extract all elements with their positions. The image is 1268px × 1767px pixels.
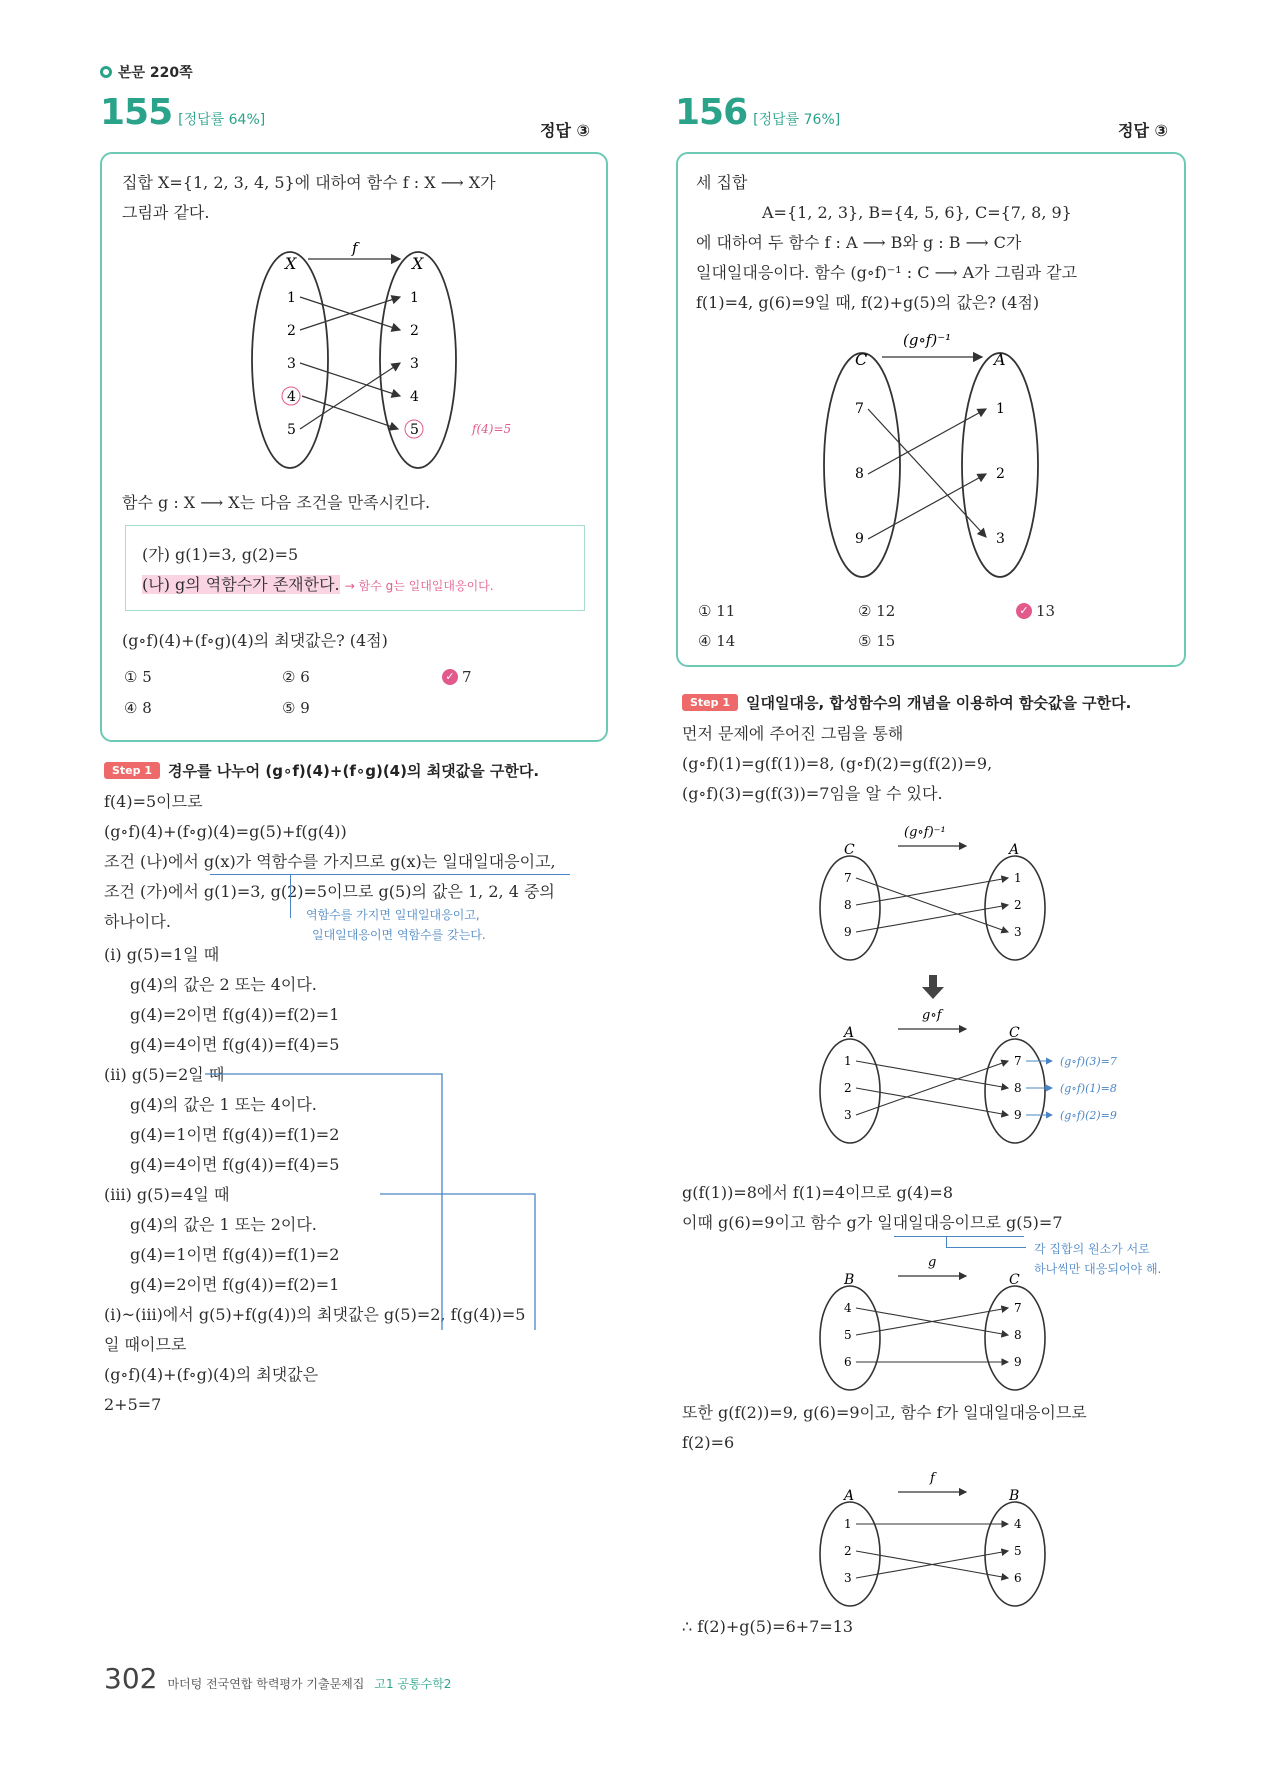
q155-text-2: 그림과 같다. xyxy=(122,203,210,222)
d4-b5: 5 xyxy=(1014,1544,1022,1558)
underline-onto xyxy=(894,1236,1024,1237)
left-el-5: 5 xyxy=(287,422,296,438)
diagram-label: (g∘f)⁻¹ xyxy=(903,331,952,349)
q156-text-4: 일대일대응이다. 함수 (g∘f)⁻¹ : C ⟶ A가 그림과 같고 xyxy=(696,263,1078,282)
choice-4[interactable]: ④ 8 xyxy=(124,699,152,717)
diagram-composite xyxy=(810,1003,1230,1148)
page-footer xyxy=(104,1662,451,1695)
d3-b5: 5 xyxy=(844,1328,852,1342)
d1-set-a: A xyxy=(1009,842,1020,858)
note-f4: f(4)=5 xyxy=(472,422,512,436)
c-el-8: 8 xyxy=(855,466,864,482)
function-f-diagram xyxy=(240,235,540,485)
d4-set-a: A xyxy=(844,1488,855,1504)
d2-note-2: (g∘f)(1)=8 xyxy=(1060,1082,1117,1095)
choice-4[interactable]: ④ 14 xyxy=(698,632,736,650)
q155-text-1: 집합 X={1, 2, 3, 4, 5}에 대하여 함수 f : X ⟶ X가 xyxy=(122,173,496,192)
condition-a: (가) g(1)=3, g(2)=5 xyxy=(142,545,299,564)
left-el-1: 1 xyxy=(287,290,296,306)
c-el-7: 7 xyxy=(855,401,864,417)
step-badge: Step 1 xyxy=(682,694,738,711)
left-el-3: 3 xyxy=(287,356,296,372)
d4-a1: 1 xyxy=(844,1517,852,1531)
sol156-line-c: 또한 g(f(2))=9, g(6)=9이고, 함수 f가 일대일대응이므로 xyxy=(682,1403,1087,1422)
d4-a2: 2 xyxy=(844,1544,852,1558)
d2-note-1: (g∘f)(3)=7 xyxy=(1060,1055,1117,1068)
d3-c7: 7 xyxy=(1014,1301,1022,1315)
arrow-label-f: f xyxy=(352,239,358,257)
d4-a3: 3 xyxy=(844,1571,852,1585)
d2-c8: 8 xyxy=(1014,1081,1022,1095)
set-x-right: X xyxy=(412,254,424,273)
sol156-line-1: 먼저 문제에 주어진 그림을 통해 xyxy=(682,724,904,743)
d2-c9: 9 xyxy=(1014,1108,1022,1122)
page-reference: 본문 220쪽 xyxy=(100,62,193,82)
q155-question: (g∘f)(4)+(f∘g)(4)의 최댓값은? (4점) xyxy=(122,631,388,650)
question-number: 155 xyxy=(100,92,173,133)
choice-1[interactable]: ① 11 xyxy=(698,602,736,620)
d2-a1: 1 xyxy=(844,1054,852,1068)
d4-label: f xyxy=(930,1471,935,1486)
left-el-4: 4 xyxy=(287,389,296,405)
case-2-c: g(4)=4이면 f(g(4))=f(4)=5 xyxy=(130,1155,340,1174)
sol155-conclusion-3: (g∘f)(4)+(f∘g)(4)의 최댓값은 xyxy=(104,1365,319,1384)
condition-note: → 함수 g는 일대일대응이다. xyxy=(344,579,494,593)
d3-c8: 8 xyxy=(1014,1328,1022,1342)
sol155-line-3: 조건 (나)에서 g(x)가 역함수를 가지므로 g(x)는 일대일대응이고, xyxy=(104,852,556,871)
case-1-b: g(4)=2이면 f(g(4))=f(2)=1 xyxy=(130,1005,340,1024)
a-el-2: 2 xyxy=(996,466,1005,482)
answer-label: 정답 ③ xyxy=(540,121,591,140)
d2-set-a: A xyxy=(844,1025,855,1041)
sol156-line-a: g(f(1))=8에서 f(1)=4이므로 g(4)=8 xyxy=(682,1183,954,1202)
diagram-g xyxy=(810,1250,1060,1395)
step-title: 경우를 나누어 (g∘f)(4)+(f∘g)(4)의 최댓값을 구한다. xyxy=(168,762,540,780)
choice-1[interactable]: ① 5 xyxy=(124,668,152,686)
solution-156-step xyxy=(682,692,1131,713)
right-el-5: 5 xyxy=(410,422,419,438)
subject-label: 고1 공통수학2 xyxy=(374,1677,452,1691)
case-3-b: g(4)=1이면 f(g(4))=f(1)=2 xyxy=(130,1245,340,1264)
choice-2[interactable]: ② 12 xyxy=(858,602,896,620)
q155-text-3: 함수 g : X ⟶ X는 다음 조건을 만족시킨다. xyxy=(122,493,431,512)
right-el-4: 4 xyxy=(410,389,419,405)
correct-rate: [정답률 64%] xyxy=(178,112,266,128)
answer-label: 정답 ③ xyxy=(1118,121,1169,140)
check-mark-icon: ✓ xyxy=(442,669,458,685)
note-connector xyxy=(290,874,291,918)
case-3-title: (iii) g(5)=4일 때 xyxy=(104,1185,230,1204)
right-el-1: 1 xyxy=(410,290,419,306)
d4-b4: 4 xyxy=(1014,1517,1022,1531)
set-c: C xyxy=(855,350,868,369)
choice-2[interactable]: ② 6 xyxy=(282,668,310,686)
d2-set-c: C xyxy=(1009,1025,1020,1041)
d3-b6: 6 xyxy=(844,1355,852,1369)
d2-c7: 7 xyxy=(1014,1054,1022,1068)
page-number: 302 xyxy=(104,1662,158,1695)
question-number: 156 xyxy=(675,92,748,133)
d1-c8: 8 xyxy=(844,898,852,912)
a-el-1: 1 xyxy=(996,401,1005,417)
d1-a1: 1 xyxy=(1014,871,1022,885)
d4-set-b: B xyxy=(1009,1488,1020,1504)
sol156-line-3: (g∘f)(3)=g(f(3))=7임을 알 수 있다. xyxy=(682,784,943,803)
inverse-composite-diagram xyxy=(810,325,1060,590)
case-1-title: (i) g(5)=1일 때 xyxy=(104,945,220,964)
sol155-line-1: f(4)=5이므로 xyxy=(104,792,203,811)
case-2-a: g(4)의 값은 1 또는 4이다. xyxy=(130,1095,317,1114)
right-el-2: 2 xyxy=(410,323,419,339)
step-badge: Step 1 xyxy=(104,762,160,779)
right-el-3: 3 xyxy=(410,356,419,372)
sol156-line-d: f(2)=6 xyxy=(682,1433,735,1452)
q156-text-1: 세 집합 xyxy=(696,173,748,192)
d1-c7: 7 xyxy=(844,871,852,885)
sol156-line-b: 이때 g(6)=9이고 함수 g가 일대일대응이므로 g(5)=7 xyxy=(682,1213,1063,1232)
choice-5[interactable]: ⑤ 9 xyxy=(282,699,310,717)
step-title: 일대일대응, 합성함수의 개념을 이용하여 함숫값을 구한다. xyxy=(746,694,1132,712)
condition-b-row xyxy=(142,570,494,601)
case-3-c: g(4)=2이면 f(g(4))=f(2)=1 xyxy=(130,1275,340,1294)
sol155-line-5: 하나이다. xyxy=(104,912,171,931)
diagram-inverse-small xyxy=(810,820,1060,965)
d2-note-3: (g∘f)(2)=9 xyxy=(1060,1109,1117,1122)
correct-rate: [정답률 76%] xyxy=(753,112,841,128)
q156-text-3: 에 대하여 두 함수 f : A ⟶ B와 g : B ⟶ C가 xyxy=(696,233,1022,252)
set-x-left: X xyxy=(285,254,297,273)
a-el-3: 3 xyxy=(996,531,1005,547)
sol155-note-2: 일대일대응이면 역함수를 갖는다. xyxy=(312,928,486,942)
case-2-title: (ii) g(5)=2일 때 xyxy=(104,1065,225,1084)
sol156-line-2: (g∘f)(1)=g(f(1))=8, (g∘f)(2)=g(f(2))=9, xyxy=(682,754,993,773)
case-1-c: g(4)=4이면 f(g(4))=f(4)=5 xyxy=(130,1035,340,1054)
d2-a2: 2 xyxy=(844,1081,852,1095)
diagram-f xyxy=(810,1466,1060,1611)
set-a: A xyxy=(994,350,1006,369)
sol155-line-4: 조건 (가)에서 g(1)=3, g(2)=5이므로 g(5)의 값은 1, 2, 4 중의 xyxy=(104,882,555,901)
question-155-header xyxy=(100,92,265,133)
choice-3[interactable]: ✓ 13 xyxy=(1016,602,1055,620)
book-title: 마더텅 전국연합 학력평가 기출문제집 xyxy=(167,1677,365,1691)
sol156-note-b: 하나씩만 대응되어야 해. xyxy=(1034,1262,1162,1276)
sol155-conclusion-1: (i)~(iii)에서 g(5)+f(g(4))의 최댓값은 g(5)=2, f(g(4))=5 xyxy=(104,1305,526,1324)
choice-3[interactable]: ✓ 7 xyxy=(442,668,472,686)
case-3-a: g(4)의 값은 1 또는 2이다. xyxy=(130,1215,317,1234)
case-link-lines xyxy=(200,1050,600,1340)
circle-bullet-icon xyxy=(100,66,112,78)
sol155-conclusion-2: 일 때이므로 xyxy=(104,1335,187,1354)
d1-label: (g∘f)⁻¹ xyxy=(904,825,946,840)
sol155-line-2: (g∘f)(4)+(f∘g)(4)=g(5)+f(g(4)) xyxy=(104,822,347,841)
condition-b: (나) g의 역함수가 존재한다. xyxy=(142,575,340,594)
d2-label: g∘f xyxy=(922,1008,942,1023)
case-2-b: g(4)=1이면 f(g(4))=f(1)=2 xyxy=(130,1125,340,1144)
check-mark-icon: ✓ xyxy=(1016,603,1032,619)
left-el-2: 2 xyxy=(287,323,296,339)
note-connector-3 xyxy=(946,1247,1026,1248)
question-156-header xyxy=(675,92,840,133)
case-1-a: g(4)의 값은 2 또는 4이다. xyxy=(130,975,317,994)
sol155-note-1: 역함수를 가지면 일대일대응이고, xyxy=(306,908,480,922)
d1-c9: 9 xyxy=(844,925,852,939)
d1-a3: 3 xyxy=(1014,925,1022,939)
sol156-note-a: 각 집합의 원소가 서로 xyxy=(1034,1242,1150,1256)
q156-text-2: A={1, 2, 3}, B={4, 5, 6}, C={7, 8, 9} xyxy=(762,203,1072,222)
d3-set-b: B xyxy=(844,1272,855,1288)
d3-label: g xyxy=(928,1255,937,1270)
c-el-9: 9 xyxy=(855,531,864,547)
d3-c9: 9 xyxy=(1014,1355,1022,1369)
d3-b4: 4 xyxy=(844,1301,852,1315)
underline-1 xyxy=(210,874,570,875)
down-arrow-icon xyxy=(922,975,944,999)
solution-155-step xyxy=(104,760,539,781)
choice-5[interactable]: ⑤ 15 xyxy=(858,632,896,650)
sol156-final: ∴ f(2)+g(5)=6+7=13 xyxy=(682,1617,854,1636)
sol155-conclusion-4: 2+5=7 xyxy=(104,1395,162,1414)
d1-a2: 2 xyxy=(1014,898,1022,912)
d3-set-c: C xyxy=(1009,1272,1020,1288)
d4-b6: 6 xyxy=(1014,1571,1022,1585)
d1-set-c: C xyxy=(844,842,855,858)
q156-text-5: f(1)=4, g(6)=9일 때, f(2)+g(5)의 값은? (4점) xyxy=(696,293,1040,312)
d2-a3: 3 xyxy=(844,1108,852,1122)
